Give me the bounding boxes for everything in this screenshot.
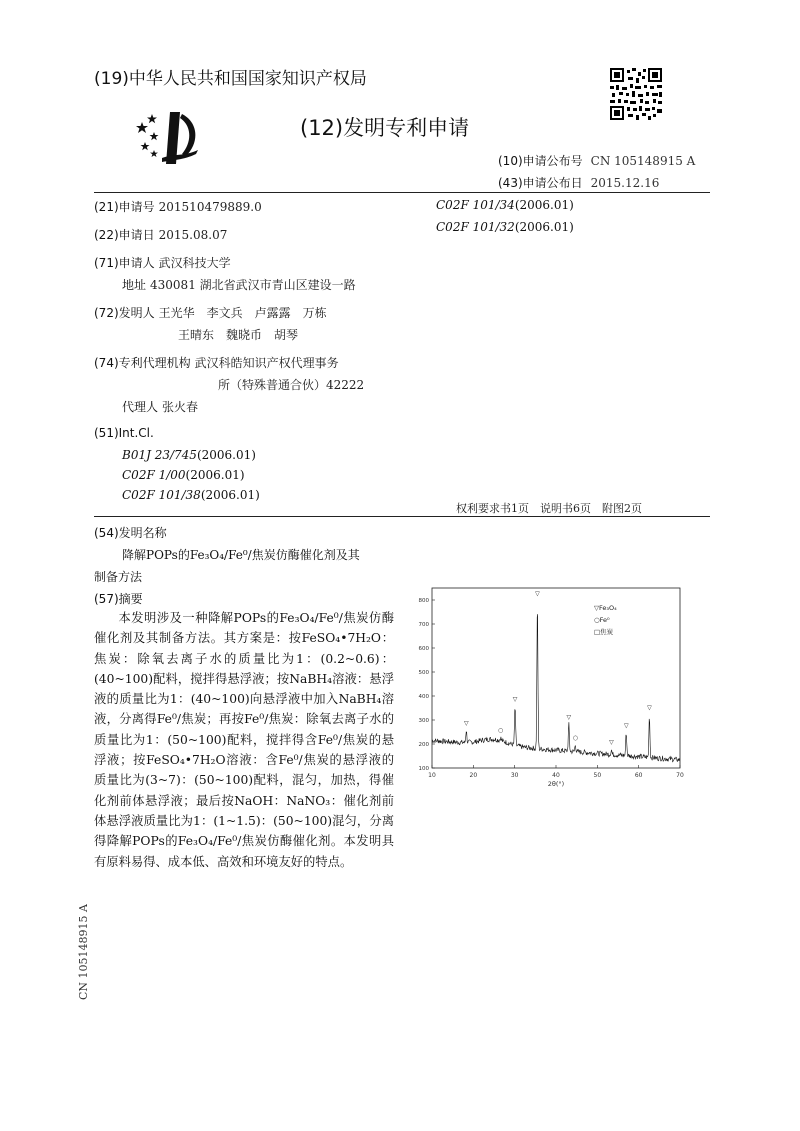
publication-number: CN 105148915 A xyxy=(590,154,696,168)
intcl-label: (51)Int.Cl. xyxy=(94,426,154,440)
x-tick-label: 40 xyxy=(552,772,560,779)
ipc-year: (2006.01) xyxy=(200,488,260,502)
publication-number-label: (10)申请公布号 xyxy=(498,154,583,168)
legend-entry: ○Fe⁰ xyxy=(594,616,610,624)
x-tick-label: 70 xyxy=(676,772,684,779)
agent: 张火春 xyxy=(162,400,199,414)
publication-number-row xyxy=(498,152,695,169)
y-tick-label: 800 xyxy=(418,598,429,604)
invention-title-line-1: 降解POPs的Fe₃O₄/Fe⁰/焦炭仿酶催化剂及其 xyxy=(122,548,360,562)
peak-marker: ▽ xyxy=(535,590,540,598)
agency-line-2 xyxy=(214,376,364,393)
application-date: 2015.08.07 xyxy=(158,228,228,242)
peak-marker: ○ xyxy=(497,727,504,735)
y-tick-label: 600 xyxy=(418,646,429,652)
publication-date-row xyxy=(498,174,659,191)
ipc-left-3 xyxy=(122,488,260,502)
invention-title-line-2: 制备方法 xyxy=(94,570,143,584)
ipc-year: (2006.01) xyxy=(514,220,574,234)
ipc-code: B01J 23/745 xyxy=(122,448,197,462)
ipc-code: C02F 101/34 xyxy=(436,198,515,212)
ipc-year: (2006.01) xyxy=(185,468,245,482)
agent-row xyxy=(122,398,198,415)
qr-code-icon xyxy=(610,68,662,120)
inventors-line-2-text: 王晴东 魏晓币 胡琴 xyxy=(178,328,299,342)
peak-marker: ▽ xyxy=(647,704,652,712)
agent-label: 代理人 xyxy=(122,400,159,414)
inventors-line-1: 王光华 李文兵 卢露露 万栋 xyxy=(158,306,327,320)
peak-marker: ▽ xyxy=(512,696,518,703)
applicant-label: (71)申请人 xyxy=(94,256,155,270)
y-tick-label: 300 xyxy=(418,718,429,724)
address-label: 地址 xyxy=(122,278,147,292)
x-axis-label: 2θ(°) xyxy=(547,780,565,788)
ipc-right-1 xyxy=(436,198,574,212)
x-tick-label: 10 xyxy=(428,772,436,779)
ipc-left-2 xyxy=(122,468,245,482)
abstract-label: (57)摘要 xyxy=(94,592,143,606)
abstract-body: 本发明涉及一种降解POPs的Fe₃O₄/Fe⁰/焦炭仿酶催化剂及其制备方法。其方案是：按FeSO₄•7H₂O：焦炭：除氧去离子水的质量比为1：(0.2~0.6)：(40~100)配料，搅拌得悬浮液；按NaBH₄溶液：悬浮液的质量比为1：(40~100)向悬浮液中加入NaBH₄溶液，分离得Fe⁰/焦炭；再按Fe⁰/焦炭：除氧去离子水的质量比为1：(50~100)配料，搅拌得含Fe⁰/焦炭的悬浮液；按FeSO₄•7H₂O溶液：含Fe⁰/焦炭的悬浮液的质量比为(3~7)：(50~100)配料，混匀，加热，得催化剂前体悬浮液；最后按NaOH：NaNO₃：催化剂前体悬浮液质量比为1：(1~1.5)：(50~100)混匀，分离得降解POPs的Fe₃O₄/Fe⁰/焦炭仿酶催化剂。本发明具有原料易得、成本低、高效和环境友好的特点。 xyxy=(94,611,394,869)
peak-marker: ▽ xyxy=(463,720,469,727)
office-name: (19)中华人民共和国国家知识产权局 xyxy=(94,69,367,89)
agency-line-1: 武汉科皓知识产权代理事务 xyxy=(194,356,339,370)
xrd-pattern-line xyxy=(432,614,680,762)
x-tick-label: 60 xyxy=(634,772,643,779)
application-number: 201510479889.0 xyxy=(158,200,262,214)
address: 430081 湖北省武汉市青山区建设一路 xyxy=(150,278,356,292)
agency-row xyxy=(94,354,339,371)
y-tick-label: 200 xyxy=(418,742,429,748)
inventors-line-2 xyxy=(174,326,298,343)
ipc-code: C02F 101/32 xyxy=(436,220,515,234)
agency-label: (74)专利代理机构 xyxy=(94,356,191,370)
legend-entry: □焦炭 xyxy=(594,628,614,636)
application-number-row xyxy=(94,198,262,215)
applicant: 武汉科技大学 xyxy=(158,256,231,270)
application-date-label: (22)申请日 xyxy=(94,228,155,242)
inventor-row xyxy=(94,304,327,321)
peak-marker: ○ xyxy=(572,734,579,742)
agency-line-2-text: 所（特殊普通合伙）42222 xyxy=(218,378,365,392)
ipc-left-1 xyxy=(122,448,256,462)
publication-date-label: (43)申请公布日 xyxy=(498,176,583,190)
document-type: (12)发明专利申请 xyxy=(300,116,470,140)
ipc-code: C02F 101/38 xyxy=(122,488,201,502)
application-date-row xyxy=(94,226,227,243)
y-tick-label: 400 xyxy=(418,694,429,700)
application-number-label: (21)申请号 xyxy=(94,200,155,214)
publication-date: 2015.12.16 xyxy=(590,176,660,190)
y-tick-label: 100 xyxy=(418,766,429,772)
title-label: (54)发明名称 xyxy=(94,526,167,540)
address-row xyxy=(122,276,356,293)
intcl-row xyxy=(94,426,154,440)
x-tick-label: 50 xyxy=(593,772,602,779)
ipc-right-2 xyxy=(436,220,574,234)
cnipa-logo-icon xyxy=(132,108,212,168)
peak-marker: ▽ xyxy=(609,739,614,747)
inventor-label: (72)发明人 xyxy=(94,306,155,320)
x-tick-label: 20 xyxy=(469,772,478,779)
peak-marker: ▽ xyxy=(566,714,572,721)
ipc-code: C02F 1/00 xyxy=(122,468,186,482)
header-divider xyxy=(94,192,710,193)
y-tick-label: 700 xyxy=(418,622,429,628)
applicant-row xyxy=(94,254,231,271)
page-stats: 权利要求书1页 说明书6页 附图2页 xyxy=(456,502,642,515)
abstract-text xyxy=(94,608,394,872)
ipc-year: (2006.01) xyxy=(196,448,256,462)
plot-frame xyxy=(432,588,680,768)
legend-entry: ▽Fe₃O₄ xyxy=(594,604,617,612)
x-tick-label: 30 xyxy=(510,772,519,779)
y-tick-label: 500 xyxy=(418,670,429,676)
peak-marker: ▽ xyxy=(623,722,629,730)
ipc-year: (2006.01) xyxy=(514,198,574,212)
xrd-chart xyxy=(410,580,700,800)
side-publication-number: CN 105148915 A xyxy=(77,904,90,1000)
bib-divider xyxy=(94,516,710,517)
